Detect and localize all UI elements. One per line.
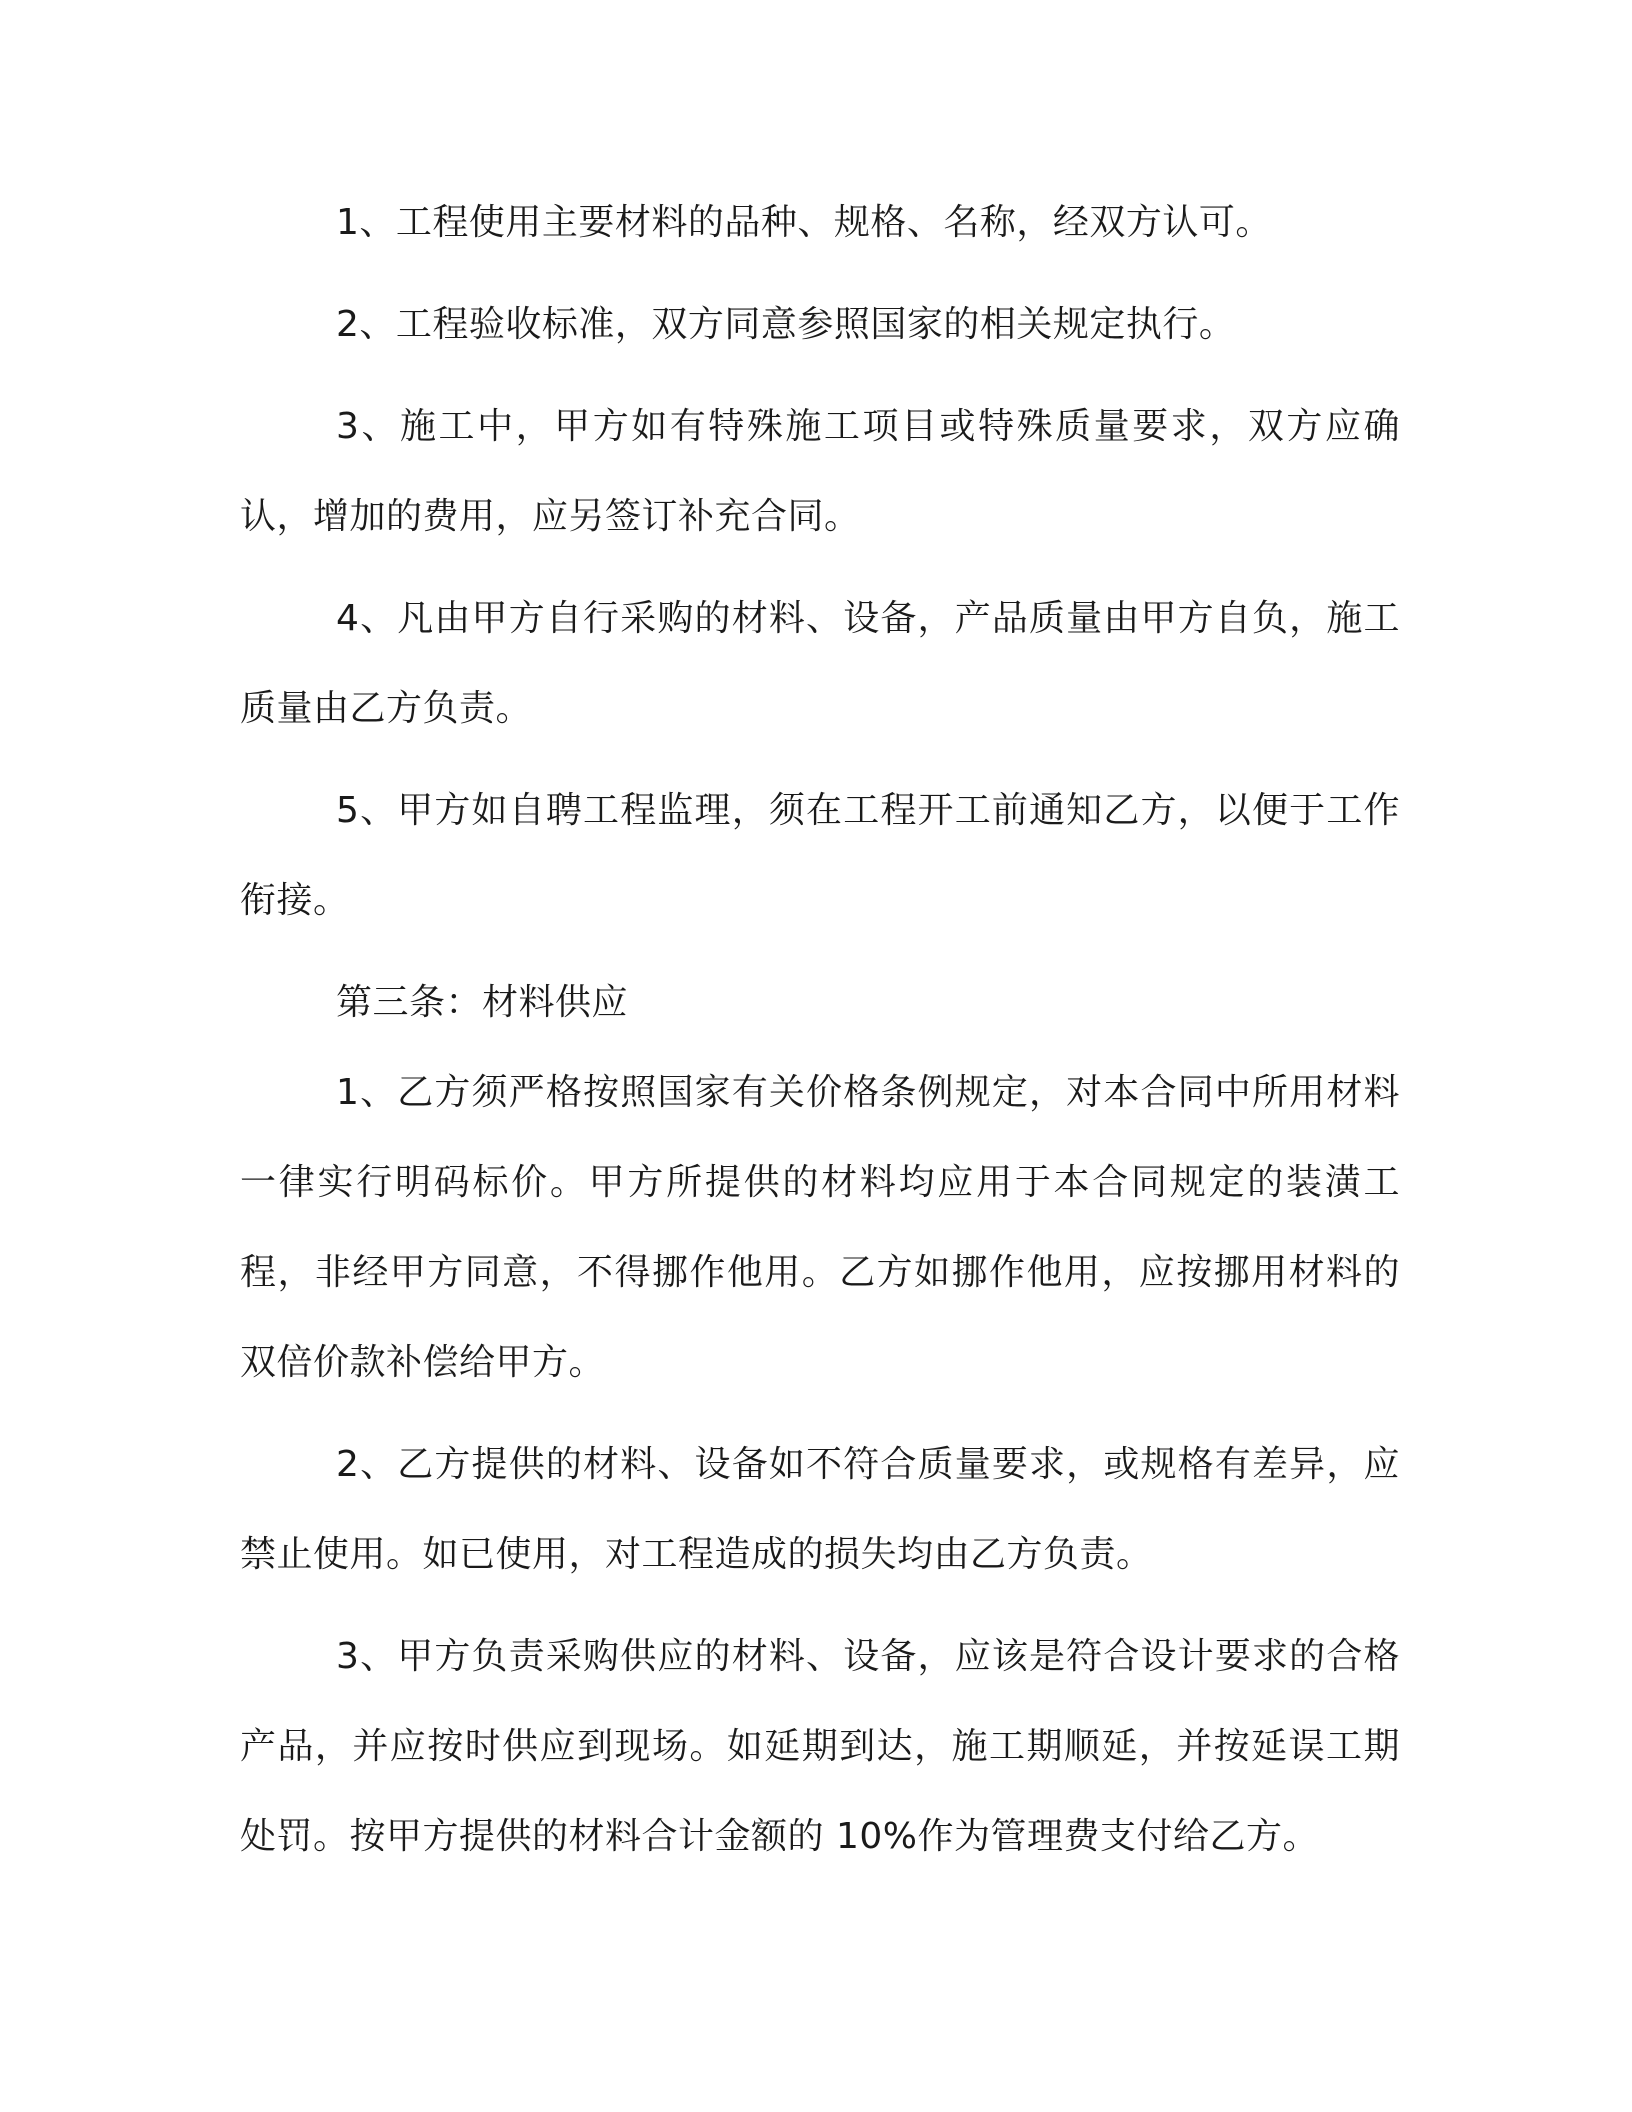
clause-paragraph: 1、乙方须严格按照国家有关价格条例规定，对本合同中所用材料一律实行明码标价。甲方所提供的材料均应用于本合同规定的装潢工程，非经甲方同意，不得挪作他用。乙方如挪作他用，应按挪用材料的双倍价款补偿给甲方。 xyxy=(240,1072,1400,1383)
clause-paragraph: 2、乙方提供的材料、设备如不符合质量要求，或规格有差异，应禁止使用。如已使用，对工程造成的损失均由乙方负责。 xyxy=(240,1444,1400,1575)
clause-paragraph: 3、施工中，甲方如有特殊施工项目或特殊质量要求，双方应确认，增加的费用，应另签订补充合同。 xyxy=(240,406,1400,537)
clause-paragraph: 2、工程验收标准，双方同意参照国家的相关规定执行。 xyxy=(336,304,1236,345)
clause-paragraph: 4、凡由甲方自行采购的材料、设备，产品质量由甲方自负，施工质量由乙方负责。 xyxy=(240,598,1400,729)
clause-paragraph: 3、甲方负责采购供应的材料、设备，应该是符合设计要求的合格产品，并应按时供应到现场。如延期到达，施工期顺延，并按延误工期处罚。按甲方提供的材料合计金额的 10%作为管理费支付给乙方。 xyxy=(240,1636,1400,1857)
document-body xyxy=(240,178,1400,1882)
section-heading: 第三条：材料供应 xyxy=(336,982,629,1023)
clause-paragraph: 1、工程使用主要材料的品种、规格、名称，经双方认可。 xyxy=(336,202,1272,243)
clause-paragraph: 5、甲方如自聘工程监理，须在工程开工前通知乙方，以便于工作衔接。 xyxy=(240,790,1400,921)
